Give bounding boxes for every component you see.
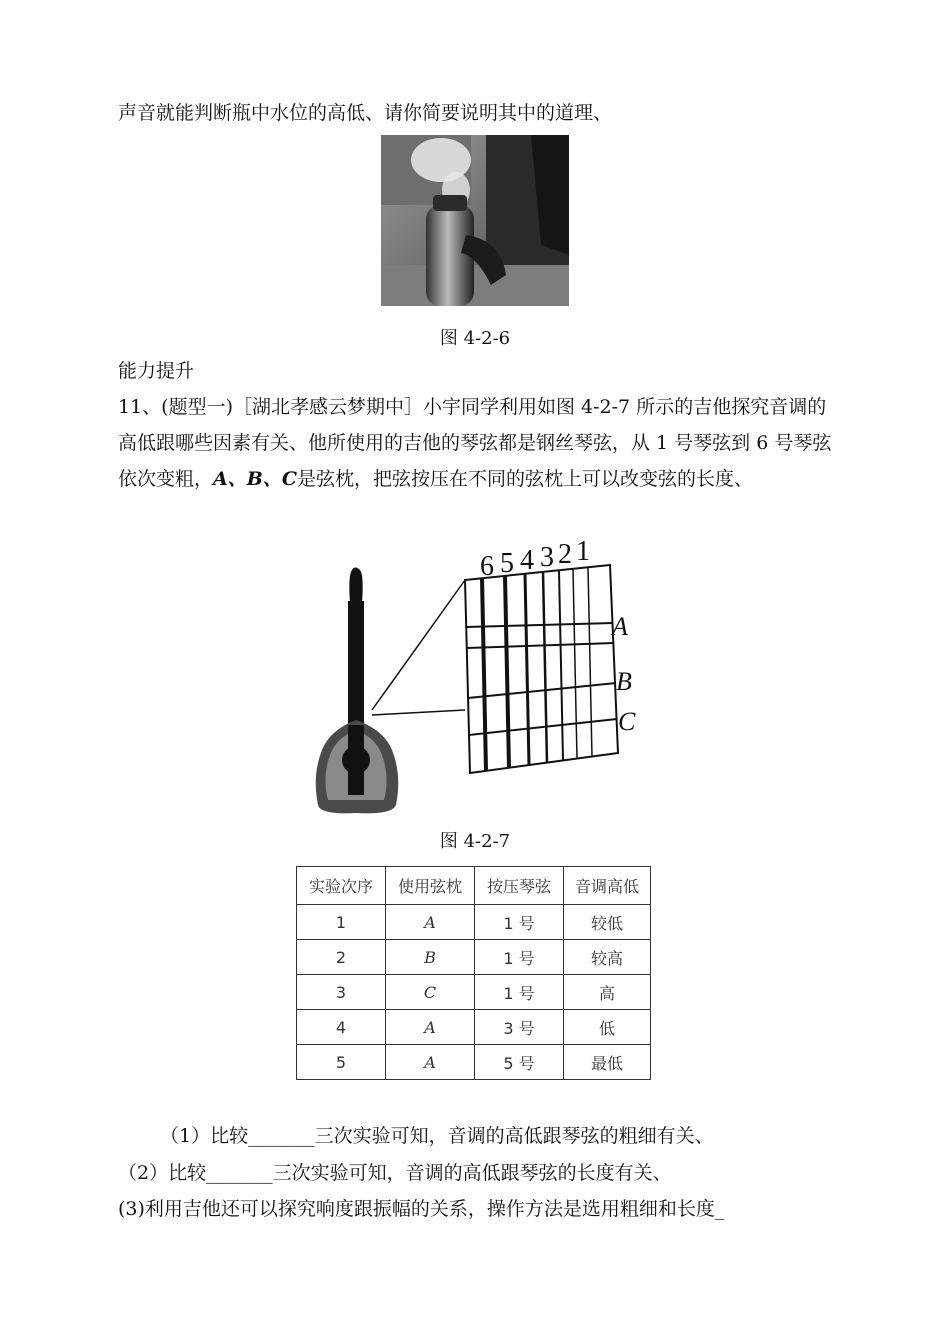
table-cell: 5 号 [475, 1045, 564, 1080]
intro-line: 声音就能判断瓶中水位的高低、请你简要说明其中的道理、 [118, 102, 613, 124]
table-cell: 3 号 [475, 1010, 564, 1045]
table-header: 使用弦枕 [386, 867, 475, 905]
nut-label-b: B [616, 667, 632, 696]
question-prefix: 11、(题型一)［湖北孝感云梦期中］小宇同学利用如图 4-2-7 所示的吉他探究音调的高低跟哪些因素有关、他所使用的吉他的琴弦都是钢丝琴弦，从 1 号琴弦到 6 号琴弦依次变粗， [118, 396, 832, 490]
sub-question-2: （2）比较_______三次实验可知，音调的高低跟琴弦的长度有关、 [118, 1162, 672, 1184]
experiment-table [296, 866, 651, 1080]
table-cell: 高 [564, 975, 651, 1010]
question-labels-abc: A、B、C [213, 468, 297, 490]
table-header: 按压琴弦 [475, 867, 564, 905]
table-cell: 低 [564, 1010, 651, 1045]
table-row [297, 1045, 651, 1080]
guitar-figure [300, 535, 660, 824]
section-heading: 能力提升 [118, 360, 195, 382]
table-cell: 1 号 [475, 940, 564, 975]
thermos-photo [381, 135, 569, 306]
table-cell: B [386, 940, 475, 975]
table-cell: 最低 [564, 1045, 651, 1080]
nut-label-a: A [612, 612, 628, 641]
sub-question-3: (3)利用吉他还可以探究响度跟振幅的关系，操作方法是选用粗细和长度_ [118, 1198, 725, 1220]
table-row [297, 905, 651, 940]
figure2-caption: 图 4-2-7 [439, 831, 511, 852]
table-cell: C [386, 975, 475, 1010]
table-cell: 2 [297, 940, 386, 975]
figure1-caption: 图 4-2-6 [439, 328, 511, 349]
string-number: 4 [520, 545, 534, 576]
table-cell: 3 [297, 975, 386, 1010]
table-header: 实验次序 [297, 867, 386, 905]
string-number: 3 [540, 542, 554, 573]
string-number: 5 [500, 548, 514, 579]
question-suffix: 是弦枕，把弦按压在不同的弦枕上可以改变弦的长度、 [296, 468, 753, 490]
question-11 [118, 389, 838, 497]
table-row [297, 940, 651, 975]
string-number: 6 [480, 551, 494, 582]
table-row [297, 975, 651, 1010]
table-cell: A [386, 1010, 475, 1045]
table-cell: A [386, 1045, 475, 1080]
table-cell: 1 [297, 905, 386, 940]
table-cell: A [386, 905, 475, 940]
string-number: 1 [576, 536, 590, 567]
string-number: 2 [558, 539, 572, 570]
table-row [297, 1010, 651, 1045]
table-header: 音调高低 [564, 867, 651, 905]
table-cell: 较低 [564, 905, 651, 940]
table-cell: 5 [297, 1045, 386, 1080]
sub-question-1: （1）比较_______三次实验可知，音调的高低跟琴弦的粗细有关、 [160, 1125, 714, 1147]
table-cell: 1 号 [475, 905, 564, 940]
table-cell: 4 [297, 1010, 386, 1045]
table-header-row [297, 867, 651, 905]
table-cell: 1 号 [475, 975, 564, 1010]
nut-label-c: C [618, 707, 636, 736]
table-cell: 较高 [564, 940, 651, 975]
